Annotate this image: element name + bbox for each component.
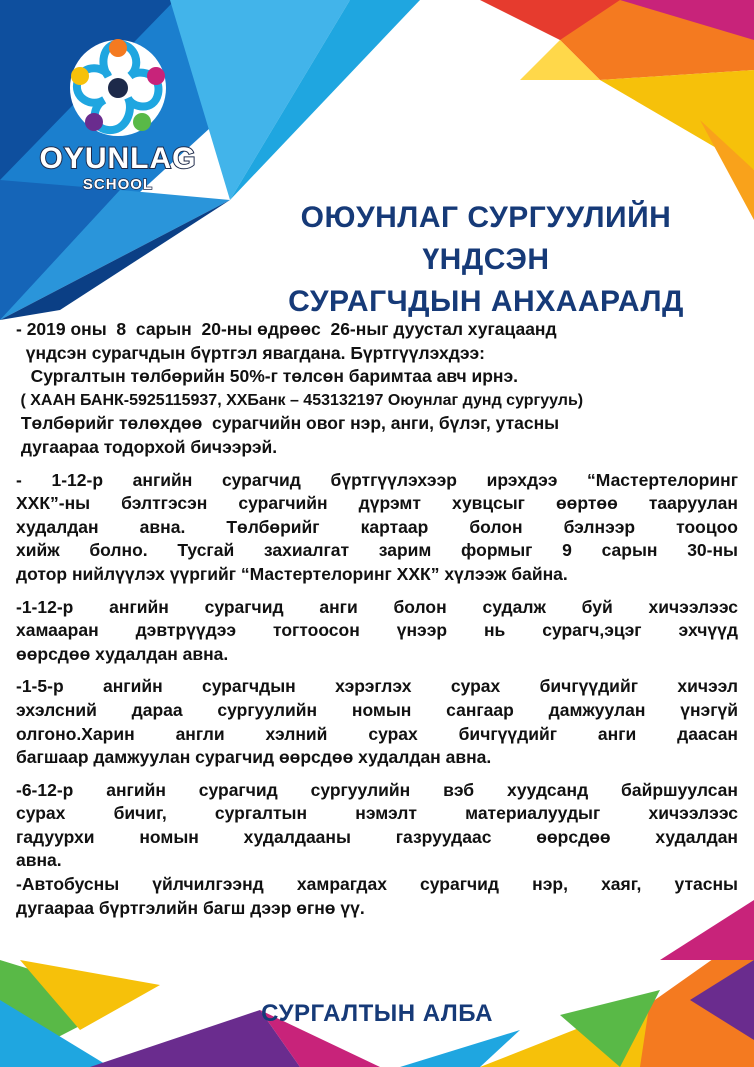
title-line-1: ОЮУНЛАГ СУРГУУЛИЙН ҮНДСЭН bbox=[300, 201, 672, 276]
text-line: ХХК”-ны бэлтгэсэн сурагчийн дүрэмт хувцсыг өөртөө тааруулан bbox=[16, 493, 738, 514]
text-line: олгоно.Харин англи хэлний сурах бичгүүдийг анги даасан bbox=[16, 723, 738, 744]
text-line: дугаараа бүртгэлийн багш дээр өгнө үү. bbox=[16, 897, 365, 918]
paragraph-notebooks bbox=[16, 596, 738, 667]
text-line: Сургалтын төлбөрийн 50%-г төлсөн баримтаа авч ирнэ. bbox=[16, 366, 519, 387]
text-line: өөрсдөө худалдан авна. bbox=[16, 643, 229, 664]
text-line: -Автобусны үйлчилгээнд хамрагдах сурагчид нэр, хаяг, утасны bbox=[16, 874, 738, 895]
text-line: дотор нийлүүлэх үүргийг “Мастертелоринг ХХК” хүлээж байна. bbox=[16, 563, 568, 584]
title-line-2: СУРАГЧДЫН АНХААРАЛД bbox=[288, 285, 684, 318]
text-line: хамааран дэвтрүүдээ тогтоосон үнээр нь сурагч,эцэг эхчүүд bbox=[16, 620, 738, 641]
text-line: ( ХААН БАНК-5925115937, ХХБанк – 453132197 Оюунлаг дунд сургууль) bbox=[16, 391, 584, 409]
text-line: -1-12-р ангийн сурагчид анги болон судалж буй хичээлээс bbox=[16, 596, 738, 617]
text-line: -1-5-р ангийн сурагчдын хэрэглэх сурах бичгүүдийг хичээл bbox=[16, 676, 738, 697]
logo-name: OYUNLAG bbox=[39, 142, 197, 175]
text-line: дугаараа тодорхой бичээрэй. bbox=[16, 436, 278, 457]
notice-body bbox=[16, 318, 738, 929]
text-line: багшаар дамжуулан сурагчид өөрсдөө худалдан авна. bbox=[16, 747, 492, 768]
text-line: хийж болно. Тусгай захиалгат зарим формыг 9 сарын 30-ны bbox=[16, 540, 738, 561]
text-line: үндсэн сурагчдын бүртгэл явагдана. Бүртгүүлэхдээ: bbox=[16, 342, 485, 363]
text-line: худалдан авна. Төлбөрийг картаар болон бэлнээр тооцоо bbox=[16, 516, 738, 537]
text-line: - 1-12-р ангийн сурагчид бүртгүүлэхээр ирэхдээ “Мастертелоринг bbox=[16, 469, 738, 490]
text-line: авна. bbox=[16, 850, 62, 871]
text-line: -6-12-р ангийн сурагчид сургуулийн вэб хуудсанд байршуулсан bbox=[16, 779, 738, 800]
text-line: - 2019 оны 8 сарын 20-ны өдрөөс 26-ныг дуустал хугацаанд bbox=[16, 319, 557, 339]
paragraph-registration bbox=[16, 318, 738, 460]
text-line: сурах бичиг, сургалтын нэмэлт материалуудыг хичээлээс bbox=[16, 803, 738, 824]
text-line: Төлбөрийг төлөхдөө сурагчийн овог нэр, анги, бүлэг, утасны bbox=[16, 413, 560, 434]
school-logo bbox=[18, 30, 218, 200]
text-line: гадуурхи номын худалдааны газруудаас өөрсдөө худалдан bbox=[16, 826, 738, 847]
paragraph-materials-bus bbox=[16, 779, 738, 921]
paragraph-uniform bbox=[16, 469, 738, 587]
logo-subtitle: SCHOOL bbox=[82, 176, 154, 193]
page-title bbox=[236, 197, 736, 323]
text-line: эхэлсний дараа сургуулийн номын сангаар дамжуулан үнэгүй bbox=[16, 699, 738, 720]
paragraph-textbooks bbox=[16, 675, 738, 769]
logo-flower-icon bbox=[18, 30, 218, 150]
footer-department: СУРГАЛТЫН АЛБА bbox=[261, 1000, 493, 1027]
